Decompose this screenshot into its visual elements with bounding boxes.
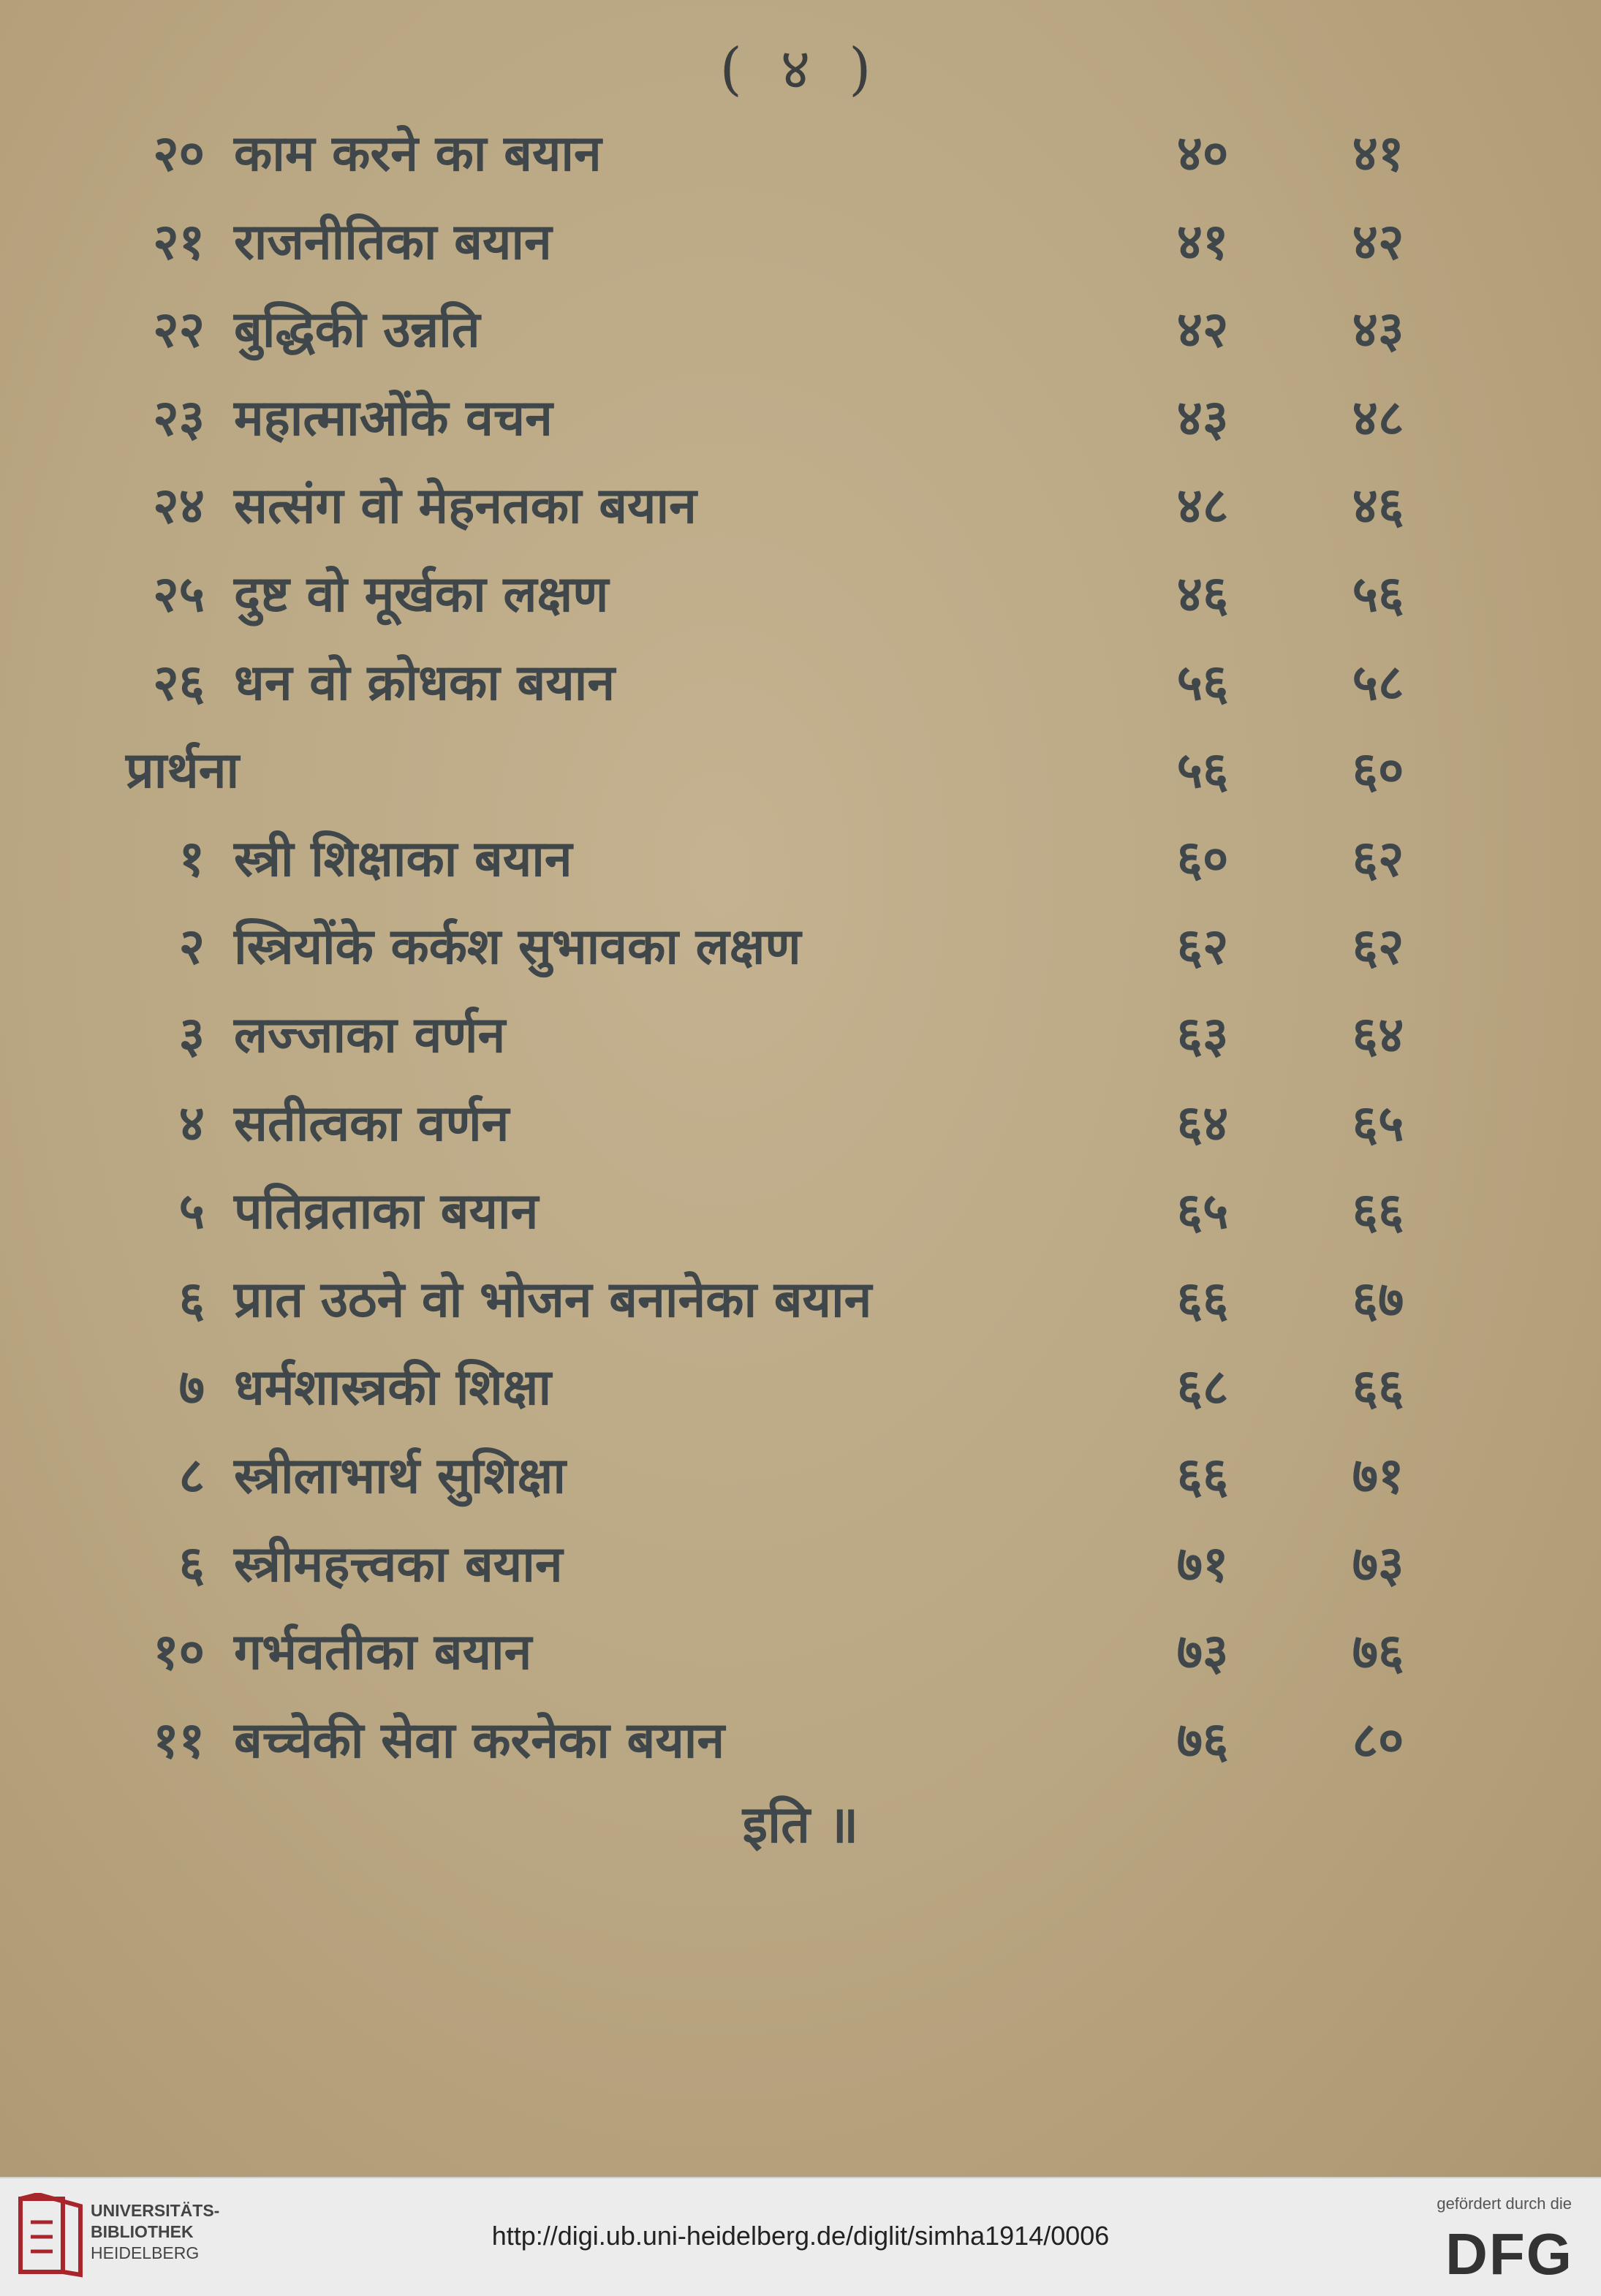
toc-page-to: ६६ bbox=[1352, 1183, 1404, 1241]
toc-page-to: ४२ bbox=[1352, 213, 1404, 271]
toc-page-from: ४८ bbox=[1176, 477, 1229, 536]
toc-row bbox=[0, 1167, 1601, 1256]
toc-page-from: ४० bbox=[1176, 125, 1229, 183]
toc-entry-number: २ bbox=[178, 918, 205, 977]
toc-entry-title: पतिव्रताका बयान bbox=[234, 1183, 539, 1241]
toc-row bbox=[0, 374, 1601, 463]
toc-entry-title: प्रात उठने वो भोजन बनानेका बयान bbox=[234, 1270, 872, 1329]
toc-page-to: ६२ bbox=[1352, 830, 1404, 888]
toc-page-from: ६८ bbox=[1176, 1359, 1229, 1417]
toc-row bbox=[0, 1080, 1601, 1168]
toc-page-from: ६२ bbox=[1176, 918, 1229, 977]
toc-row bbox=[0, 1608, 1601, 1697]
toc-row bbox=[0, 286, 1601, 374]
toc-page-from: ७६ bbox=[1176, 1711, 1229, 1770]
toc-page-to: ६५ bbox=[1352, 1094, 1404, 1153]
library-name-line1: UNIVERSITÄTS- bbox=[91, 2201, 220, 2220]
toc-entry-title: स्त्रियोंके कर्कश सुभावका लक्षण bbox=[234, 918, 801, 977]
permalink-url[interactable]: http://digi.ub.uni-heidelberg.de/diglit/simha1914/0006 bbox=[491, 2221, 1110, 2251]
toc-row bbox=[0, 1256, 1601, 1344]
toc-page-to: ५६ bbox=[1352, 565, 1404, 624]
toc-page-to: ७३ bbox=[1352, 1535, 1404, 1594]
toc-page-to: ८० bbox=[1352, 1711, 1404, 1770]
toc-entry-number: ३ bbox=[178, 1006, 205, 1064]
toc-entry-number: २५ bbox=[153, 565, 205, 624]
funded-by-label: gefördert durch die bbox=[1437, 2194, 1572, 2213]
toc-page-to: ६० bbox=[1352, 742, 1404, 800]
toc-page-from: ६४ bbox=[1176, 1094, 1229, 1153]
toc-page-from: ७१ bbox=[1176, 1535, 1229, 1594]
toc-page-to: ६७ bbox=[1352, 1270, 1404, 1329]
toc-entry-number: ५ bbox=[178, 1183, 205, 1241]
toc-row bbox=[0, 1432, 1601, 1520]
toc-page-to: ७६ bbox=[1352, 1624, 1404, 1682]
toc-entry-number: २६ bbox=[153, 653, 205, 712]
toc-page-from: ६३ bbox=[1176, 1006, 1229, 1064]
toc-entry-title: स्त्रीमहत्त्वका बयान bbox=[234, 1535, 563, 1594]
toc-entry-number: ७ bbox=[178, 1359, 205, 1417]
toc-page-from: ५६ bbox=[1176, 653, 1229, 712]
toc-page-from: ४६ bbox=[1176, 565, 1229, 624]
toc-page-to: ६६ bbox=[1352, 1359, 1404, 1417]
toc-page-to: ६२ bbox=[1352, 918, 1404, 977]
toc-page-from: ७३ bbox=[1176, 1624, 1229, 1682]
toc-entry-title: काम करने का बयान bbox=[234, 125, 602, 183]
toc-row bbox=[0, 1697, 1601, 1785]
toc-entry-title: दुष्ट वो मूर्खका लक्षण bbox=[234, 565, 609, 624]
toc-entry-title: स्त्री शिक्षाका बयान bbox=[234, 830, 572, 888]
toc-row bbox=[0, 462, 1601, 550]
page-number: ( ४ ) bbox=[719, 37, 882, 102]
toc-entry-title: सतीत्वका वर्णन bbox=[234, 1094, 510, 1153]
toc-entry-title: बुद्धिकी उन्नति bbox=[234, 301, 480, 360]
toc-entry-number: २० bbox=[153, 125, 205, 183]
toc-page-from: ६० bbox=[1176, 830, 1229, 888]
toc-row bbox=[0, 639, 1601, 727]
toc-page-to: ४६ bbox=[1352, 477, 1404, 536]
toc-entry-number: २२ bbox=[153, 301, 205, 360]
library-name-line3: HEIDELBERG bbox=[91, 2243, 200, 2262]
toc-entry-title: स्त्रीलाभार्थ सुशिक्षा bbox=[234, 1447, 567, 1505]
dfg-logo: DFG bbox=[1445, 2221, 1573, 2286]
toc-entry-number: १० bbox=[153, 1624, 205, 1682]
toc-row bbox=[0, 727, 1601, 815]
toc-entry-title: बच्चेकी सेवा करनेका बयान bbox=[234, 1711, 725, 1770]
toc-page-from: ६६ bbox=[1176, 1447, 1229, 1505]
toc-page-to: ४३ bbox=[1352, 301, 1404, 360]
toc-page-from: ६५ bbox=[1176, 1183, 1229, 1241]
toc-entry-title: प्रार्थना bbox=[126, 742, 240, 800]
toc-entry-title: गर्भवतीका बयान bbox=[234, 1624, 532, 1682]
toc-page-to: ४१ bbox=[1352, 125, 1404, 183]
toc-entry-title: लज्जाका वर्णन bbox=[234, 1006, 506, 1064]
toc-entry-number: २१ bbox=[153, 213, 205, 271]
toc-entry-title: राजनीतिका बयान bbox=[234, 213, 552, 271]
toc-page-from: ४२ bbox=[1176, 301, 1229, 360]
toc-entry-number: ११ bbox=[153, 1711, 205, 1770]
toc-entry-number: ६ bbox=[178, 1270, 205, 1329]
toc-entry-title: महात्माओंके वचन bbox=[234, 389, 553, 447]
library-name-line2: BIBLIOTHEK bbox=[91, 2222, 194, 2241]
toc-entry-number: २३ bbox=[153, 389, 205, 447]
toc-entry-number: ४ bbox=[178, 1094, 205, 1153]
toc-entry-number: २४ bbox=[153, 477, 205, 536]
toc-row bbox=[0, 110, 1601, 198]
toc-entry-number: ८ bbox=[178, 1447, 205, 1505]
toc-page-to: ४८ bbox=[1352, 389, 1404, 447]
toc-row bbox=[0, 903, 1601, 991]
toc-row bbox=[0, 1344, 1601, 1432]
toc-page-from: ४१ bbox=[1176, 213, 1229, 271]
toc-entry-number: ६ bbox=[178, 1535, 205, 1594]
toc-row bbox=[0, 550, 1601, 639]
toc-entry-title: सत्संग वो मेहनतका बयान bbox=[234, 477, 697, 536]
toc-row bbox=[0, 198, 1601, 287]
toc-row bbox=[0, 991, 1601, 1080]
toc-entry-title: धन वो क्रोधका बयान bbox=[234, 653, 616, 712]
toc-page-from: ६६ bbox=[1176, 1270, 1229, 1329]
toc-page-to: ५८ bbox=[1352, 653, 1404, 712]
toc-row bbox=[0, 815, 1601, 903]
colophon: इति ॥ bbox=[742, 1795, 859, 1854]
viewer-footer bbox=[0, 2177, 1601, 2296]
toc-page-to: ६४ bbox=[1352, 1006, 1404, 1064]
toc-page-from: ५६ bbox=[1176, 742, 1229, 800]
toc-page-from: ४३ bbox=[1176, 389, 1229, 447]
toc-entry-number: १ bbox=[178, 830, 205, 888]
toc-page-to: ७१ bbox=[1352, 1447, 1404, 1505]
toc-entry-title: धर्मशास्त्रकी शिक्षा bbox=[234, 1359, 552, 1417]
table-of-contents bbox=[0, 110, 1601, 1784]
toc-row bbox=[0, 1520, 1601, 1609]
